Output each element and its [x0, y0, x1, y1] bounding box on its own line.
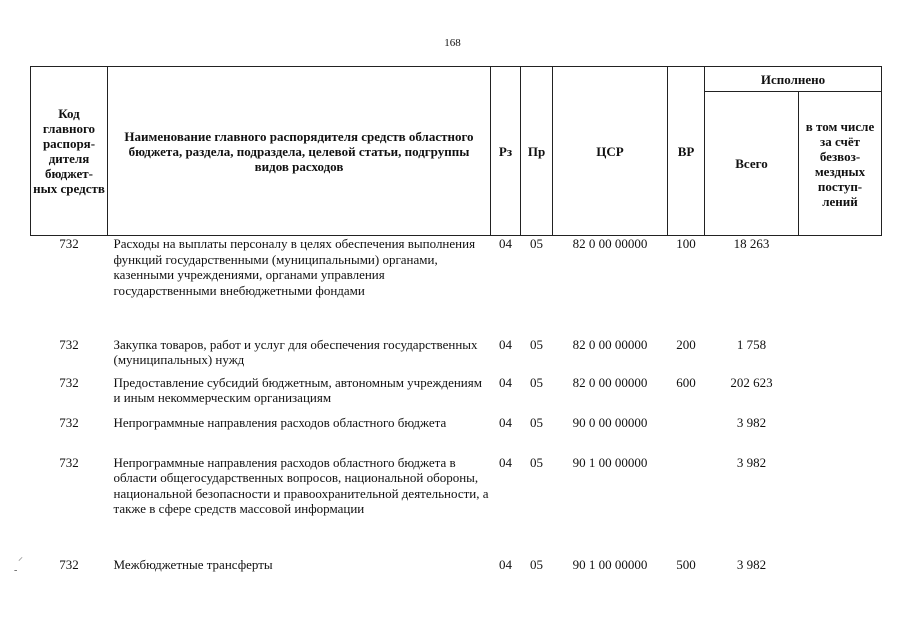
table-row — [31, 337, 882, 375]
cell-csr: 90 0 00 00000 — [572, 414, 648, 430]
header-incl: в том числе за счёт безвоз-мездных поступ-лений — [799, 92, 882, 236]
cell-incl — [799, 455, 882, 557]
cell-name: Предоставление субсидий бюджетным, автономным учреждениям и иным некоммерческим организациям — [113, 374, 482, 405]
cell-incl — [799, 375, 882, 415]
header-csr: ЦСР — [553, 67, 668, 236]
header-code: Код главного распоря-дителя бюджет-ных средств — [31, 67, 108, 236]
cell-name: Расходы на выплаты персоналу в целях обеспечения выполнения функций государственными (муниципальными) органами, казенными учреждениями, органами управления государственными внебюджетными фондами — [113, 236, 476, 298]
cell-name: Межбюджетные трансферты — [113, 556, 273, 572]
page-number: 168 — [444, 37, 461, 49]
cell-vr: 100 — [676, 236, 696, 251]
cell-code: 732 — [59, 374, 79, 390]
table-row — [31, 236, 882, 337]
cell-total: 202 623 — [730, 374, 773, 390]
cell-code: 732 — [59, 556, 79, 572]
expenditure-table — [30, 66, 882, 577]
cell-vr: 500 — [676, 556, 696, 572]
header-executed: Исполнено — [705, 67, 882, 92]
cell-code: 732 — [59, 236, 79, 251]
cell-name: Непрограммные направления расходов областного бюджета — [113, 414, 447, 430]
table-row — [31, 455, 882, 557]
cell-total: 3 982 — [736, 454, 767, 470]
header-pr: Пр — [521, 67, 553, 236]
cell-incl — [799, 415, 882, 455]
cell-incl — [799, 236, 882, 337]
scan-mark: - — [14, 565, 18, 576]
header-vr: ВР — [668, 67, 705, 236]
cell-code: 732 — [59, 336, 79, 352]
table-row — [31, 375, 882, 415]
cell-name: Непрограммные направления расходов областного бюджета в области общегосударственных вопросов, национальной обороны, национальной безопасности и правоохранительной деятельности, а также в сфере средств массовой информации — [113, 454, 489, 516]
cell-csr: 90 1 00 00000 — [572, 454, 648, 470]
cell-pr: 05 — [530, 374, 543, 390]
cell-vr — [668, 415, 705, 455]
cell-pr: 05 — [530, 414, 543, 430]
cell-pr: 05 — [530, 336, 543, 352]
header-name: Наименование главного распорядителя средств областного бюджета, раздела, подраздела, целевой статьи, подгруппы видов расходов — [108, 67, 491, 236]
cell-vr — [668, 455, 705, 557]
table-header — [31, 67, 882, 236]
cell-pr: 05 — [530, 556, 543, 572]
cell-name: Закупка товаров, работ и услуг для обеспечения государственных (муниципальных) нужд — [113, 336, 478, 367]
cell-total: 3 982 — [736, 414, 767, 430]
cell-total: 3 982 — [736, 556, 767, 572]
cell-pr: 05 — [530, 236, 543, 251]
table-row — [31, 415, 882, 455]
cell-rz: 04 — [499, 236, 512, 251]
header-total: Всего — [705, 92, 799, 236]
cell-rz: 04 — [499, 556, 512, 572]
cell-vr: 600 — [676, 374, 696, 390]
table-row — [31, 557, 882, 577]
cell-csr: 82 0 00 00000 — [572, 336, 648, 352]
cell-pr: 05 — [530, 454, 543, 470]
cell-rz: 04 — [499, 414, 512, 430]
header-rz: Рз — [491, 67, 521, 236]
cell-code: 732 — [59, 454, 79, 470]
cell-incl — [799, 337, 882, 375]
cell-rz: 04 — [499, 374, 512, 390]
cell-total: 1 758 — [736, 336, 767, 352]
cell-csr: 90 1 00 00000 — [572, 556, 648, 572]
cell-vr: 200 — [676, 336, 696, 352]
scan-mark: ⸝ — [18, 552, 23, 563]
cell-total: 18 263 — [733, 236, 770, 251]
cell-rz: 04 — [499, 336, 512, 352]
cell-csr: 82 0 00 00000 — [572, 236, 648, 251]
cell-rz: 04 — [499, 454, 512, 470]
cell-csr: 82 0 00 00000 — [572, 374, 648, 390]
cell-code: 732 — [59, 414, 79, 430]
table-body — [31, 236, 882, 577]
cell-incl — [799, 557, 882, 577]
